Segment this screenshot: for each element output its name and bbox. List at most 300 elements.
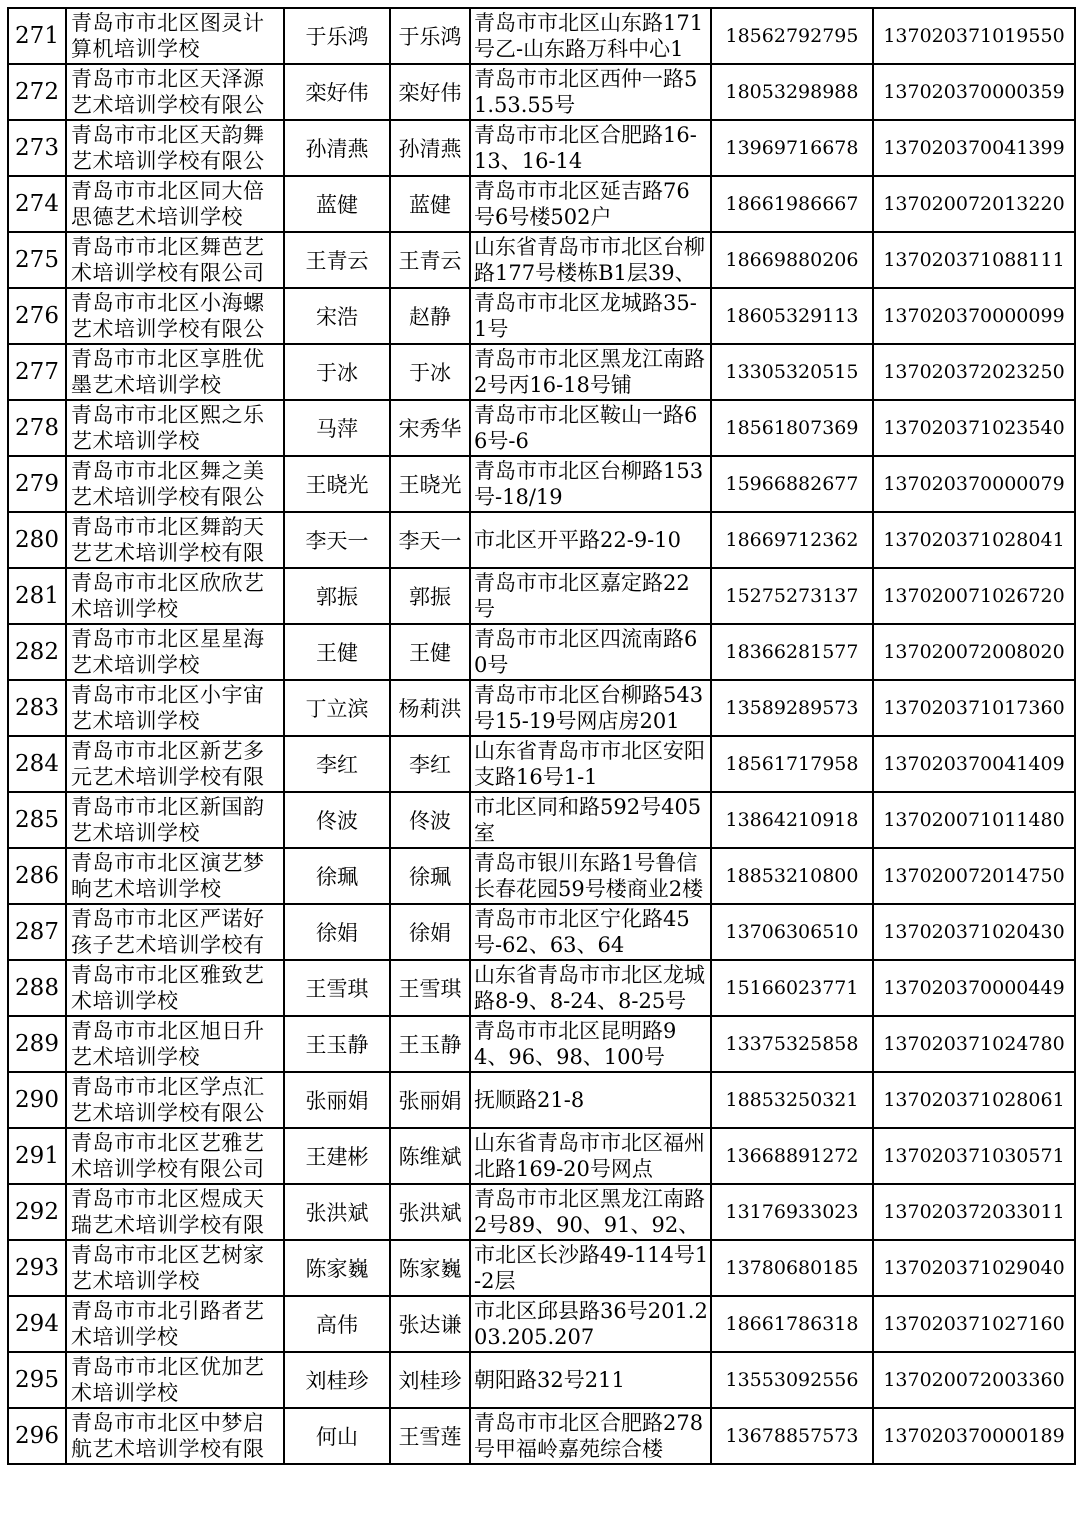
row-number-cell: [8, 1296, 66, 1352]
license-code-text: 137020370000099: [883, 305, 1065, 327]
phone-cell: [711, 456, 873, 512]
phone-text: 13176933023: [725, 1201, 859, 1223]
principal-text: 王青云: [398, 249, 462, 273]
school-name-cell: [66, 64, 284, 120]
principal-cell: [390, 1128, 470, 1184]
principal-cell: [390, 288, 470, 344]
principal-cell: [390, 792, 470, 848]
license-code-text: 137020371029040: [883, 1257, 1065, 1279]
license-code-text: 137020370000189: [883, 1425, 1065, 1447]
principal-text: 栾好伟: [398, 81, 462, 105]
license-code-text: 137020371028041: [883, 529, 1065, 551]
license-code-cell: [873, 904, 1075, 960]
principal-cell: [390, 120, 470, 176]
row-number-cell: [8, 848, 66, 904]
school-name-text: 青岛市市北区舞韵天艺艺术培训学校有限: [71, 515, 265, 565]
school-name-text: 青岛市市北区同大倍思德艺术培训学校: [71, 179, 265, 229]
phone-text: 18661786318: [725, 1313, 859, 1335]
table-row: [8, 1240, 1075, 1296]
row-number-text: 276: [15, 303, 59, 329]
phone-cell: [711, 8, 873, 64]
row-number-text: 277: [15, 359, 59, 385]
row-number-cell: [8, 288, 66, 344]
address-cell: [470, 904, 711, 960]
school-name-cell: [66, 736, 284, 792]
phone-cell: [711, 1184, 873, 1240]
table-row: [8, 344, 1075, 400]
table-row: [8, 1016, 1075, 1072]
school-name-text: 青岛市市北区艺树家艺术培训学校: [71, 1243, 265, 1293]
phone-text: 13706306510: [725, 921, 859, 943]
school-name-text: 青岛市市北区中梦启航艺术培训学校有限: [71, 1411, 265, 1461]
row-number-text: 286: [15, 863, 59, 889]
row-number-text: 280: [15, 527, 59, 553]
school-name-text: 青岛市市北区小海螺艺术培训学校有限公: [71, 291, 265, 341]
phone-text: 13553092556: [725, 1369, 859, 1391]
row-number-text: 292: [15, 1199, 59, 1225]
legal-representative-text: 徐娟: [316, 921, 358, 945]
table-row: [8, 232, 1075, 288]
legal-representative-text: 王雪琪: [305, 977, 369, 1001]
principal-cell: [390, 232, 470, 288]
row-number-text: 296: [15, 1423, 59, 1449]
school-name-cell: [66, 1352, 284, 1408]
principal-cell: [390, 1352, 470, 1408]
principal-cell: [390, 456, 470, 512]
school-name-text: 青岛市市北区旭日升艺术培训学校: [71, 1019, 265, 1069]
row-number-cell: [8, 792, 66, 848]
principal-cell: [390, 680, 470, 736]
principal-cell: [390, 344, 470, 400]
school-name-cell: [66, 1072, 284, 1128]
address-text: 青岛市市北区鞍山一路66号-6: [474, 403, 698, 453]
license-code-text: 137020371030571: [883, 1145, 1065, 1167]
principal-text: 陈维斌: [398, 1145, 462, 1169]
principal-cell: [390, 1072, 470, 1128]
principal-text: 李天一: [398, 529, 462, 553]
license-code-cell: [873, 512, 1075, 568]
principal-cell: [390, 8, 470, 64]
row-number-text: 288: [15, 975, 59, 1001]
address-cell: [470, 456, 711, 512]
row-number-text: 289: [15, 1031, 59, 1057]
row-number-cell: [8, 400, 66, 456]
legal-representative-cell: [284, 736, 390, 792]
school-name-text: 青岛市市北区舞芭艺术培训学校有限公司: [71, 235, 265, 285]
table-row: [8, 288, 1075, 344]
principal-text: 王玉静: [398, 1033, 462, 1057]
legal-representative-text: 王青云: [305, 249, 369, 273]
table-row: [8, 680, 1075, 736]
phone-cell: [711, 792, 873, 848]
phone-cell: [711, 288, 873, 344]
phone-text: 18561717958: [725, 753, 859, 775]
license-code-text: 137020370041409: [883, 753, 1065, 775]
license-code-cell: [873, 456, 1075, 512]
address-cell: [470, 624, 711, 680]
row-number-cell: [8, 680, 66, 736]
address-cell: [470, 1128, 711, 1184]
license-code-cell: [873, 1128, 1075, 1184]
school-name-text: 青岛市市北区优加艺术培训学校: [71, 1355, 265, 1405]
school-name-cell: [66, 1128, 284, 1184]
phone-cell: [711, 624, 873, 680]
principal-text: 郭振: [409, 585, 451, 609]
school-name-cell: [66, 904, 284, 960]
legal-representative-cell: [284, 288, 390, 344]
license-code-text: 137020370041399: [883, 137, 1065, 159]
phone-text: 18561807369: [725, 417, 859, 439]
phone-text: 13589289573: [725, 697, 859, 719]
address-cell: [470, 680, 711, 736]
address-text: 青岛市市北区黑龙江南路2号丙16-18号铺: [474, 347, 705, 397]
phone-text: 18605329113: [725, 305, 859, 327]
table-row: [8, 176, 1075, 232]
principal-text: 徐珮: [409, 865, 451, 889]
school-name-text: 青岛市市北区小宇宙艺术培训学校: [71, 683, 265, 733]
principal-text: 张洪斌: [398, 1201, 462, 1225]
license-code-text: 137020372023250: [883, 361, 1065, 383]
table-row: [8, 512, 1075, 568]
principal-cell: [390, 904, 470, 960]
legal-representative-cell: [284, 904, 390, 960]
principal-text: 陈家巍: [398, 1257, 462, 1281]
school-name-cell: [66, 1240, 284, 1296]
legal-representative-cell: [284, 1016, 390, 1072]
phone-cell: [711, 960, 873, 1016]
row-number-cell: [8, 120, 66, 176]
school-name-text: 青岛市市北区图灵计算机培训学校: [71, 11, 265, 61]
table-row: [8, 1184, 1075, 1240]
address-text: 市北区长沙路49-114号1-2层: [474, 1243, 709, 1293]
license-code-cell: [873, 232, 1075, 288]
principal-cell: [390, 1184, 470, 1240]
license-code-cell: [873, 1408, 1075, 1464]
license-code-cell: [873, 120, 1075, 176]
legal-representative-text: 郭振: [316, 585, 358, 609]
legal-representative-text: 丁立滨: [305, 697, 369, 721]
row-number-text: 284: [15, 751, 59, 777]
license-code-cell: [873, 1184, 1075, 1240]
legal-representative-text: 蓝健: [316, 193, 358, 217]
license-code-cell: [873, 1072, 1075, 1128]
license-code-text: 137020371019550: [883, 25, 1065, 47]
address-text: 山东省青岛市市北区龙城路8-9、8-24、8-25号: [474, 963, 705, 1013]
table-row: [8, 1072, 1075, 1128]
principal-text: 王健: [409, 641, 451, 665]
address-text: 市北区同和路592号405室: [474, 795, 702, 845]
legal-representative-text: 王建彬: [305, 1145, 369, 1169]
address-text: 青岛市市北区山东路171号乙-山东路万科中心1: [474, 11, 704, 61]
legal-representative-cell: [284, 1352, 390, 1408]
row-number-text: 285: [15, 807, 59, 833]
address-cell: [470, 1016, 711, 1072]
address-cell: [470, 512, 711, 568]
address-text: 青岛市市北区龙城路35-1号: [474, 291, 697, 341]
phone-cell: [711, 904, 873, 960]
phone-text: 15966882677: [725, 473, 859, 495]
school-name-text: 青岛市市北区享胜优墨艺术培训学校: [71, 347, 265, 397]
principal-cell: [390, 736, 470, 792]
legal-representative-text: 刘桂珍: [305, 1369, 369, 1393]
table-row: [8, 456, 1075, 512]
school-name-cell: [66, 624, 284, 680]
principal-cell: [390, 400, 470, 456]
school-name-cell: [66, 8, 284, 64]
row-number-text: 272: [15, 79, 59, 105]
phone-text: 13864210918: [725, 809, 859, 831]
address-text: 青岛市市北区昆明路94、96、98、100号: [474, 1019, 677, 1069]
address-text: 山东省青岛市市北区安阳支路16号1-1: [474, 739, 705, 789]
phone-cell: [711, 736, 873, 792]
principal-cell: [390, 176, 470, 232]
school-name-text: 青岛市市北区欣欣艺术培训学校: [71, 571, 265, 621]
address-cell: [470, 736, 711, 792]
row-number-cell: [8, 1184, 66, 1240]
license-code-cell: [873, 568, 1075, 624]
phone-cell: [711, 344, 873, 400]
legal-representative-text: 宋浩: [316, 305, 358, 329]
legal-representative-cell: [284, 512, 390, 568]
address-cell: [470, 1352, 711, 1408]
license-code-text: 137020371028061: [883, 1089, 1065, 1111]
legal-representative-text: 王健: [316, 641, 358, 665]
row-number-cell: [8, 232, 66, 288]
principal-text: 王雪琪: [398, 977, 462, 1001]
school-name-cell: [66, 1016, 284, 1072]
school-name-cell: [66, 400, 284, 456]
row-number-cell: [8, 568, 66, 624]
phone-cell: [711, 1128, 873, 1184]
phone-text: 13969716678: [725, 137, 859, 159]
school-name-text: 青岛市市北区天韵舞艺术培训学校有限公: [71, 123, 265, 173]
row-number-cell: [8, 512, 66, 568]
license-code-cell: [873, 176, 1075, 232]
principal-text: 孙清燕: [398, 137, 462, 161]
legal-representative-cell: [284, 64, 390, 120]
phone-text: 18661986667: [725, 193, 859, 215]
school-name-cell: [66, 512, 284, 568]
license-code-cell: [873, 344, 1075, 400]
school-name-cell: [66, 680, 284, 736]
address-text: 市北区邱县路36号201.203.205.207: [474, 1299, 708, 1349]
school-name-cell: [66, 232, 284, 288]
row-number-text: 283: [15, 695, 59, 721]
legal-representative-text: 陈家巍: [305, 1257, 369, 1281]
row-number-text: 273: [15, 135, 59, 161]
phone-text: 18853250321: [725, 1089, 859, 1111]
table-row: [8, 8, 1075, 64]
school-name-text: 青岛市市北区煜成天瑞艺术培训学校有限: [71, 1187, 265, 1237]
row-number-text: 271: [15, 23, 59, 49]
row-number-text: 275: [15, 247, 59, 273]
license-code-text: 137020072008020: [883, 641, 1065, 663]
legal-representative-cell: [284, 1128, 390, 1184]
address-cell: [470, 120, 711, 176]
table-row: [8, 960, 1075, 1016]
license-code-text: 137020072003360: [883, 1369, 1065, 1391]
principal-cell: [390, 960, 470, 1016]
address-text: 青岛市市北区台柳路543号15-19号网店房201: [474, 683, 704, 733]
legal-representative-text: 李红: [316, 753, 358, 777]
license-code-text: 137020370000449: [883, 977, 1065, 999]
phone-cell: [711, 400, 873, 456]
row-number-cell: [8, 1016, 66, 1072]
school-name-cell: [66, 1296, 284, 1352]
phone-text: 15166023771: [725, 977, 859, 999]
license-code-text: 137020371017360: [883, 697, 1065, 719]
phone-cell: [711, 64, 873, 120]
phone-text: 18669880206: [725, 249, 859, 271]
license-code-cell: [873, 64, 1075, 120]
school-name-text: 青岛市市北区学点汇艺术培训学校有限公: [71, 1075, 265, 1125]
legal-representative-text: 张洪斌: [305, 1201, 369, 1225]
table-row: [8, 792, 1075, 848]
phone-text: 13305320515: [725, 361, 859, 383]
principal-cell: [390, 848, 470, 904]
legal-representative-text: 于冰: [316, 361, 358, 385]
license-code-text: 137020370000079: [883, 473, 1065, 495]
address-text: 青岛市市北区宁化路45号-62、63、64: [474, 907, 690, 957]
address-text: 朝阳路32号211: [474, 1368, 625, 1392]
row-number-cell: [8, 624, 66, 680]
address-text: 青岛市市北区台柳路153号-18/19: [474, 459, 704, 509]
phone-cell: [711, 680, 873, 736]
address-text: 青岛市银川东路1号鲁信长春花园59号楼商业2楼: [474, 851, 704, 901]
principal-text: 王雪莲: [398, 1425, 462, 1449]
address-cell: [470, 568, 711, 624]
school-name-text: 青岛市市北区天泽源艺术培训学校有限公: [71, 67, 265, 117]
table-body: [8, 8, 1075, 1464]
row-number-cell: [8, 344, 66, 400]
school-name-cell: [66, 960, 284, 1016]
table-row: [8, 904, 1075, 960]
address-text: 青岛市市北区嘉定路22号: [474, 571, 690, 621]
address-cell: [470, 1072, 711, 1128]
school-name-cell: [66, 1408, 284, 1464]
principal-text: 于冰: [409, 361, 451, 385]
principal-cell: [390, 1016, 470, 1072]
legal-representative-text: 高伟: [316, 1313, 358, 1337]
phone-text: 13780680185: [725, 1257, 859, 1279]
principal-text: 宋秀华: [398, 417, 462, 441]
row-number-text: 287: [15, 919, 59, 945]
school-name-text: 青岛市市北区演艺梦晌艺术培训学校: [71, 851, 265, 901]
row-number-cell: [8, 176, 66, 232]
phone-cell: [711, 848, 873, 904]
phone-cell: [711, 176, 873, 232]
address-cell: [470, 288, 711, 344]
row-number-cell: [8, 1352, 66, 1408]
legal-representative-cell: [284, 1240, 390, 1296]
school-name-text: 青岛市市北区星星海艺术培训学校: [71, 627, 265, 677]
principal-text: 李红: [409, 753, 451, 777]
legal-representative-cell: [284, 960, 390, 1016]
phone-cell: [711, 1072, 873, 1128]
legal-representative-cell: [284, 792, 390, 848]
license-code-cell: [873, 624, 1075, 680]
legal-representative-text: 徐珮: [316, 865, 358, 889]
license-code-cell: [873, 400, 1075, 456]
address-text: 市北区开平路22-9-10: [474, 528, 681, 552]
license-code-text: 137020371024780: [883, 1033, 1065, 1055]
address-text: 山东省青岛市市北区福州北路169-20号网点: [474, 1131, 705, 1181]
row-number-text: 279: [15, 471, 59, 497]
school-name-cell: [66, 456, 284, 512]
row-number-cell: [8, 8, 66, 64]
school-name-text: 青岛市市北区舞之美艺术培训学校有限公: [71, 459, 265, 509]
legal-representative-text: 李天一: [305, 529, 369, 553]
address-text: 山东省青岛市市北区台柳路177号楼栋B1层39、: [474, 235, 705, 285]
phone-cell: [711, 120, 873, 176]
principal-text: 于乐鸿: [398, 25, 462, 49]
legal-representative-cell: [284, 1408, 390, 1464]
principal-text: 佟波: [409, 809, 451, 833]
school-name-text: 青岛市市北区新艺多元艺术培训学校有限: [71, 739, 265, 789]
table-row: [8, 568, 1075, 624]
legal-representative-text: 孙清燕: [305, 137, 369, 161]
school-name-cell: [66, 1184, 284, 1240]
legal-representative-cell: [284, 848, 390, 904]
school-name-cell: [66, 848, 284, 904]
school-name-text: 青岛市市北区严诺好孩子艺术培训学校有: [71, 907, 265, 957]
principal-cell: [390, 512, 470, 568]
license-code-text: 137020071026720: [883, 585, 1065, 607]
legal-representative-cell: [284, 1296, 390, 1352]
principal-cell: [390, 624, 470, 680]
license-code-cell: [873, 288, 1075, 344]
license-code-cell: [873, 736, 1075, 792]
address-cell: [470, 1408, 711, 1464]
table-row: [8, 1296, 1075, 1352]
phone-cell: [711, 1352, 873, 1408]
address-cell: [470, 1296, 711, 1352]
row-number-cell: [8, 456, 66, 512]
principal-text: 徐娟: [409, 921, 451, 945]
legal-representative-text: 于乐鸿: [305, 25, 369, 49]
principal-cell: [390, 1408, 470, 1464]
table-row: [8, 1128, 1075, 1184]
phone-cell: [711, 1408, 873, 1464]
address-cell: [470, 176, 711, 232]
row-number-text: 290: [15, 1087, 59, 1113]
phone-text: 13668891272: [725, 1145, 859, 1167]
license-code-cell: [873, 1296, 1075, 1352]
address-text: 青岛市市北区黑龙江南路2号89、90、91、92、: [474, 1187, 705, 1237]
row-number-text: 294: [15, 1311, 59, 1337]
table-row: [8, 64, 1075, 120]
license-code-text: 137020371020430: [883, 921, 1065, 943]
address-text: 青岛市市北区延吉路76号6号楼502户: [474, 179, 690, 229]
row-number-text: 291: [15, 1143, 59, 1169]
license-code-cell: [873, 848, 1075, 904]
row-number-cell: [8, 64, 66, 120]
address-text: 青岛市市北区合肥路278号甲福岭嘉苑综合楼: [474, 1411, 704, 1461]
address-cell: [470, 792, 711, 848]
legal-representative-cell: [284, 344, 390, 400]
school-name-text: 青岛市市北引路者艺术培训学校: [71, 1299, 265, 1349]
address-cell: [470, 1240, 711, 1296]
table-row: [8, 736, 1075, 792]
legal-representative-cell: [284, 176, 390, 232]
school-name-text: 青岛市市北区雅致艺术培训学校: [71, 963, 265, 1013]
license-code-cell: [873, 1240, 1075, 1296]
school-name-cell: [66, 568, 284, 624]
row-number-text: 282: [15, 639, 59, 665]
phone-cell: [711, 568, 873, 624]
license-code-cell: [873, 1016, 1075, 1072]
table-row: [8, 1408, 1075, 1464]
